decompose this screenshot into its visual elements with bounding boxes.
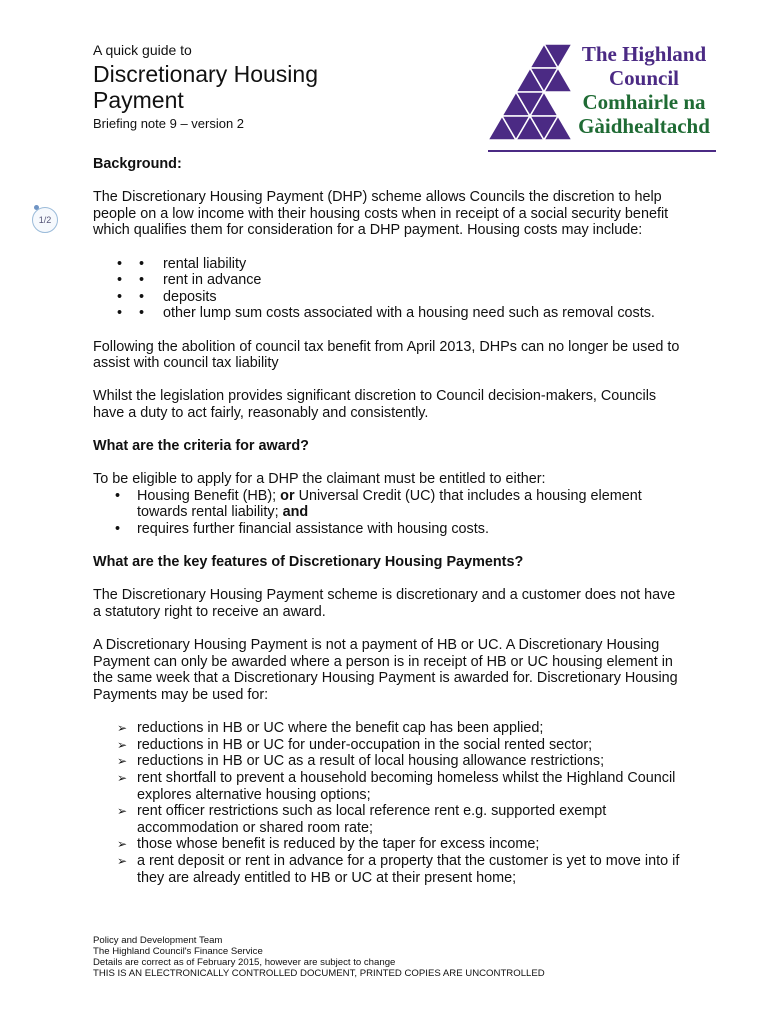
background-intro: The Discretionary Housing Payment (DHP) scheme allows Councils the discretion to help people on a low income with their housing costs when in receipt of a social security benefit which qualifies them for consideration for a DHP payment. Housing costs may include: — [93, 189, 669, 239]
features-paragraph-1: The Discretionary Housing Payment scheme is discretionary and a customer does not have a statutory right to receive an award. — [93, 587, 676, 621]
logo-line-4: Gàidhealtachd — [578, 114, 710, 138]
list-item: ➢ reductions in HB or UC for under-occupation in the social rented sector; — [117, 736, 593, 753]
bullet-icon: • • — [139, 255, 145, 272]
criteria-list — [93, 488, 683, 538]
legislation-paragraph: Whilst the legislation provides significant discretion to Council decision-makers, Councils have a duty to act fairly, reasonably and consistently. — [93, 388, 657, 421]
arrow-bullet-icon: ➢ — [117, 770, 128, 785]
logo-line-2: Council — [608, 66, 679, 90]
list-item: • • other lump sum costs associated with a housing need such as removal costs. — [93, 305, 683, 322]
criteria-heading: What are the criteria for award? — [93, 438, 309, 455]
page-footer — [93, 935, 545, 979]
housing-costs-list — [93, 256, 683, 322]
list-item: ➢ a rent deposit or rent in advance for a property that the customer is yet to move into if they are already entitled to HB or UC at their present home; — [117, 852, 680, 886]
criteria-intro: To be eligible to apply for a DHP the claimant must be entitled to either: — [93, 471, 546, 488]
arrow-bullet-icon: ➢ — [117, 804, 128, 819]
title-line-1: Discretionary Housing — [93, 61, 318, 87]
council-tax-paragraph: Following the abolition of council tax benefit from April 2013, DHPs can no longer be used to assist with council tax liability — [93, 338, 680, 372]
logo-text — [572, 42, 716, 138]
footer-line-2: The Highland Council's Finance Service — [93, 946, 263, 957]
features-paragraph-2: A Discretionary Housing Payment is not a payment of HB or UC. A Discretionary Housing Payment can only be awarded where a person is in receipt of HB or UC housing element in the same week that a Discretionary Housing Payment is awarded for. Discretionary Housing Payments may be used for: — [93, 637, 678, 703]
uses-list — [93, 720, 683, 886]
arrow-bullet-icon: ➢ — [117, 721, 128, 736]
page-title — [93, 61, 393, 113]
bullet-icon: • • — [139, 288, 145, 305]
list-item: • • rental liability — [93, 256, 683, 273]
logo-line-3: Comhairle na — [582, 90, 706, 114]
list-item: • Housing Benefit (HB); or Universal Credit (UC) that includes a housing element towards rental liability; and — [115, 487, 642, 521]
briefing-note: Briefing note 9 – version 2 — [93, 116, 245, 131]
arrow-bullet-icon: ➢ — [117, 737, 128, 752]
document-body — [93, 156, 683, 886]
arrow-bullet-icon: ➢ — [117, 754, 128, 769]
list-item: • • deposits — [93, 289, 683, 306]
bullet-icon: • — [115, 487, 121, 504]
features-heading: What are the key features of Discretionary Housing Payments? — [93, 554, 524, 571]
bullet-icon: • — [115, 521, 121, 538]
footer-line-3: Details are correct as of February 2015, however are subject to change — [93, 957, 396, 968]
list-item: ➢ reductions in HB or UC as a result of local housing allowance restrictions; — [117, 753, 605, 770]
list-item: ➢ rent officer restrictions such as local reference rent e.g. supported exempt accommodation or shared room rate; — [117, 803, 607, 836]
logo-underline — [488, 150, 716, 152]
bullet-icon: • • — [139, 272, 145, 289]
background-heading: Background: — [93, 156, 182, 172]
footer-line-1: Policy and Development Team — [93, 935, 223, 946]
list-item: • requires further financial assistance with housing costs. — [115, 521, 489, 538]
list-item: ➢ those whose benefit is reduced by the taper for excess income; — [117, 836, 540, 853]
arrow-bullet-icon: ➢ — [117, 837, 128, 852]
list-item: ➢ reductions in HB or UC where the benefit cap has been applied; — [117, 720, 544, 737]
arrow-bullet-icon: ➢ — [117, 853, 128, 868]
footer-line-4: THIS IS AN ELECTRONICALLY CONTROLLED DOCUMENT, PRINTED COPIES ARE UNCONTROLLED — [93, 968, 545, 979]
logo-triangles-icon — [488, 42, 572, 150]
bullet-icon: • • — [139, 305, 145, 322]
list-item: ➢ rent shortfall to prevent a household becoming homeless whilst the Highland Council explores alternative housing options; — [117, 769, 676, 803]
page-indicator-button[interactable]: 1/2 — [32, 207, 58, 233]
pretitle: A quick guide to — [93, 42, 192, 58]
highland-council-logo — [488, 42, 716, 154]
logo-line-1: The Highland — [581, 42, 707, 66]
list-item: • • rent in advance — [93, 272, 683, 289]
title-line-2: Payment — [93, 87, 184, 113]
